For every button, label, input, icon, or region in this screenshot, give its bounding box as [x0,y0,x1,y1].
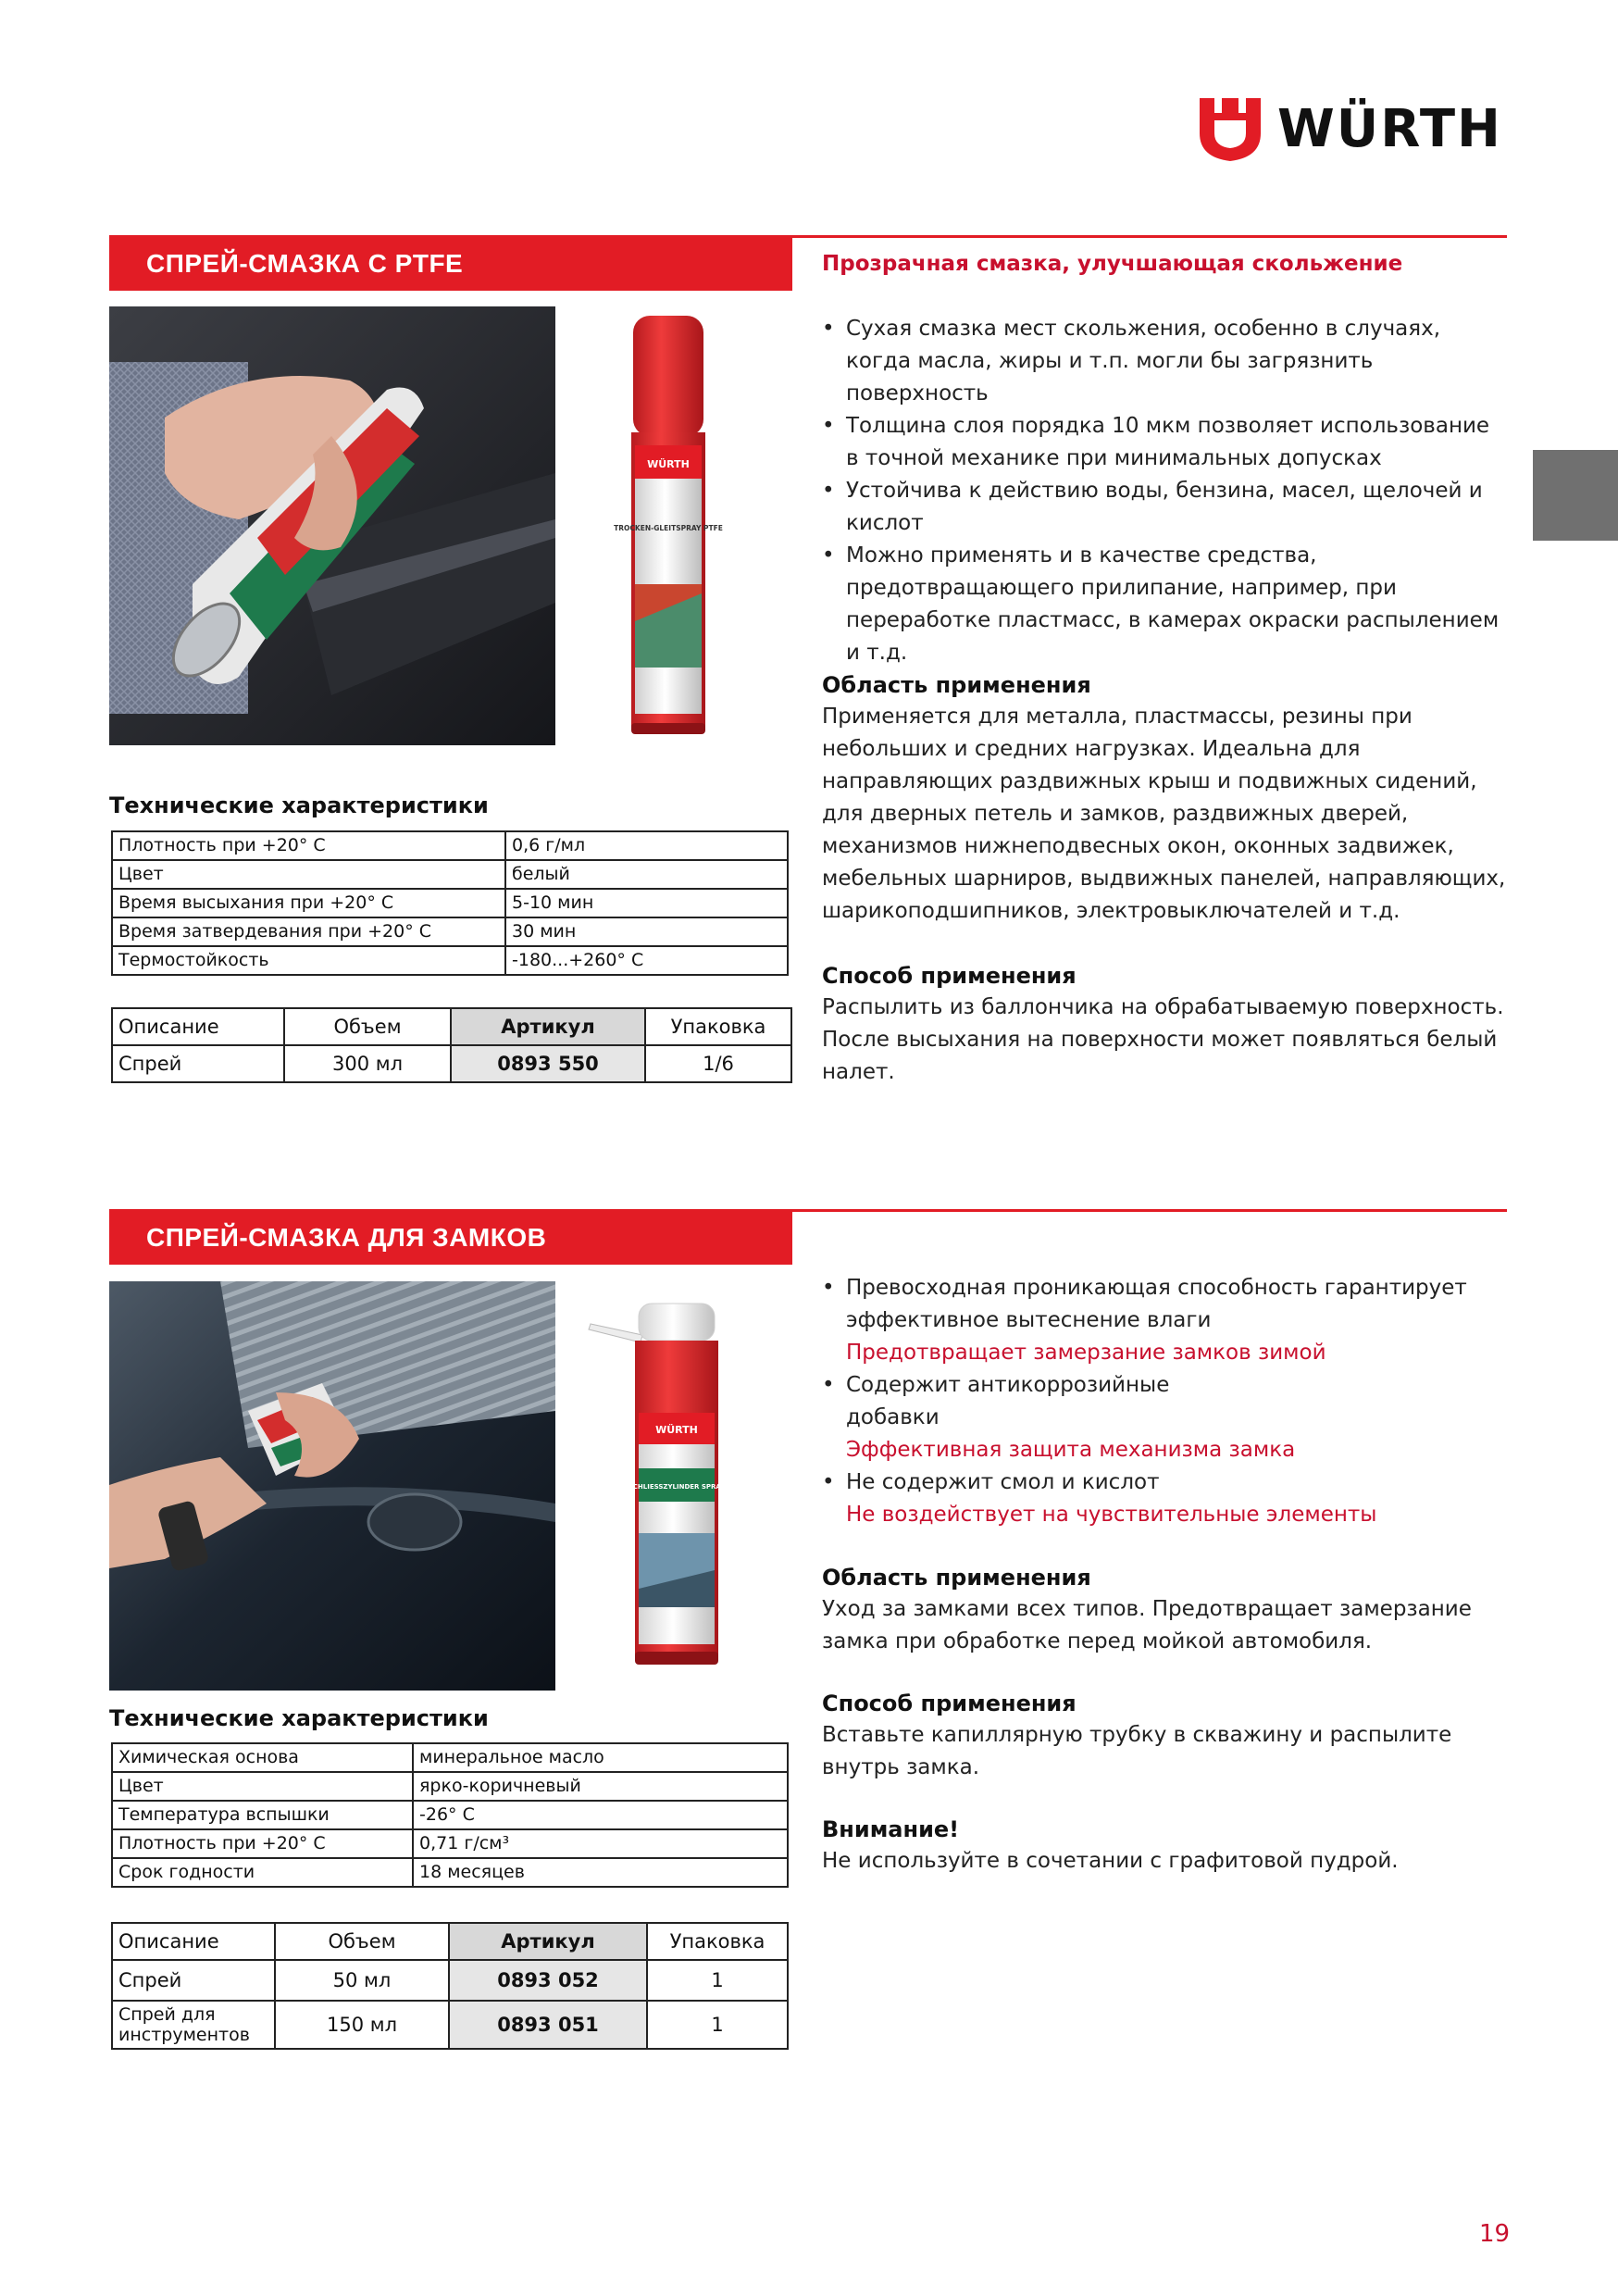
feature-item: • Толщина слоя порядка 10 мкм позволяет использование в точной механике при минимальных допусках [822,410,1507,475]
tech-label: Цвет [112,1772,413,1801]
order-col-volume: Объем [284,1008,451,1045]
wurth-logo-mark [1196,96,1264,163]
order-row [112,1045,791,1082]
feature-text: Не содержит смол и кислот [846,1470,1160,1494]
tech-value: 0,71 г/см³ [413,1829,788,1858]
tech-label: Температура вспышки [112,1801,413,1829]
tech-value: 30 мин [505,917,788,946]
tech-label: Плотность при +20° С [112,831,505,860]
tech-label: Цвет [112,860,505,889]
tech-row [112,917,788,946]
can-label-text-locks: SCHLIESSZYLINDER SPRAY [628,1483,726,1491]
tech-row [112,1772,788,1801]
order-description: Спрей [112,1045,284,1082]
tech-row [112,1858,788,1887]
application-heading-locks: Область применения [822,1565,1091,1591]
tech-value: минеральное масло [413,1743,788,1772]
warning-text-locks: Не используйте в сочетании с графитовой пудрой. [822,1849,1399,1873]
tech-value: ярко-коричневый [413,1772,788,1801]
feature-item [822,1466,1507,1531]
section-rule-ptfe [792,235,1507,238]
chapter-side-tab [1533,450,1618,541]
tech-label: Время высыхания при +20° С [112,889,505,917]
tech-heading-ptfe: Технические характеристики [109,792,489,818]
order-article: 0893 550 [451,1045,645,1082]
tech-heading-locks: Технические характеристики [109,1705,489,1731]
tech-label: Время затвердевания при +20° С [112,917,505,946]
order-col-description: Описание [112,1008,284,1045]
feature-item [822,1369,1507,1466]
feature-benefit: Эффективная защита механизма замка [846,1438,1296,1462]
order-article: 0893 052 [449,1960,647,2001]
method-heading-ptfe: Способ применения [822,963,1077,989]
application-text-locks: Уход за замками всех типов. Предотвращает замерзание замка при обработке перед мойкой автомобиля. [822,1597,1472,1653]
order-description: Спрей [112,1960,275,2001]
method-text-locks: Вставьте капиллярную трубку в скважину и распылите внутрь замка. [822,1723,1452,1779]
feature-benefit: Предотвращает замерзание замков зимой [846,1341,1326,1365]
section-title-bar-locks [109,1209,792,1265]
tech-label: Химическая основа [112,1743,413,1772]
order-volume: 300 мл [284,1045,451,1082]
order-row [112,1960,788,2001]
tech-table-locks [111,1742,789,1888]
order-header-row [112,1923,788,1960]
order-volume: 50 мл [275,1960,449,2001]
product-can-ptfe [614,316,723,736]
feature-list-ptfe [822,313,1507,669]
tech-row [112,831,788,860]
order-pack: 1 [647,1960,788,2001]
order-col-volume: Объем [275,1923,449,1960]
product-can-locks [585,1302,741,1668]
order-col-pack: Упаковка [645,1008,791,1045]
order-col-description: Описание [112,1923,275,1960]
feature-item: • Можно применять и в качестве средства, предотвращающего прилипание, например, при переработке пластмасс, в камерах окраски распылением и т.д. [822,540,1507,669]
order-table-locks [111,1922,789,2050]
order-row [112,2001,788,2049]
order-col-article: Артикул [449,1923,647,1960]
tech-row [112,946,788,975]
order-col-article: Артикул [451,1008,645,1045]
tech-value: белый [505,860,788,889]
feature-text: Содержит антикоррозийные добавки [846,1373,1170,1429]
tech-table-ptfe [111,830,789,976]
tech-row [112,860,788,889]
tech-row [112,1743,788,1772]
order-article: 0893 051 [449,2001,647,2049]
section-title-ptfe: СПРЕЙ-СМАЗКА С PTFE [146,249,464,278]
section-title-bar-ptfe [109,235,792,291]
can-label-brand-locks: WÜRTH [655,1424,698,1436]
tech-row [112,889,788,917]
order-volume: 150 мл [275,2001,449,2049]
tech-value: -180...+260° С [505,946,788,975]
order-table-ptfe [111,1007,792,1083]
application-heading-ptfe: Область применения [822,672,1091,698]
page-number: 19 [1479,2220,1511,2248]
order-pack: 1 [647,2001,788,2049]
tech-label: Плотность при +20° С [112,1829,413,1858]
feature-item: • Сухая смазка мест скольжения, особенно в случаях, когда масла, жиры и т.п. могли бы загрязнить поверхность [822,313,1507,410]
tech-value: 5-10 мин [505,889,788,917]
method-heading-locks: Способ применения [822,1691,1077,1716]
tech-value: 18 месяцев [413,1858,788,1887]
wurth-logo-text: WÜRTH [1277,99,1502,159]
order-description: Спрей для инструментов [112,2001,275,2049]
tech-row [112,1829,788,1858]
photo-hand-spraying-seat-rail [109,306,555,745]
feature-list-locks [822,1272,1507,1531]
order-col-pack: Упаковка [647,1923,788,1960]
headline-ptfe: Прозрачная смазка, улучшающая скольжение [822,252,1403,276]
feature-item [822,1272,1507,1369]
warning-heading-locks: Внимание! [822,1816,960,1842]
tech-label: Термостойкость [112,946,505,975]
order-pack: 1/6 [645,1045,791,1082]
section-rule-locks [792,1209,1507,1212]
tech-value: 0,6 г/мл [505,831,788,860]
application-text-ptfe: Применяется для металла, пластмассы, резины при небольших и средних нагрузках. Идеальна для направляющих раздвижных крыш и подвижных сидений, для дверных петель и замков, раздвижных дверей, механизмов нижнеподвесных окон, оконных задвижек, мебельных шарниров, выдвижных панелей, направляющих, шарикоподшипников, электровыключателей и т.д. [822,705,1506,923]
feature-text: Превосходная проникающая способность гарантирует эффективное вытеснение влаги [846,1276,1467,1332]
tech-label: Срок годности [112,1858,413,1887]
feature-benefit: Не воздействует на чувствительные элементы [846,1503,1377,1527]
section-title-locks: СПРЕЙ-СМАЗКА ДЛЯ ЗАМКОВ [146,1223,547,1252]
tech-value: -26° С [413,1801,788,1829]
photo-hand-spraying-car-lock [109,1281,555,1691]
tech-row [112,1801,788,1829]
can-label-text-ptfe: TROCKEN-GLEITSPRAY PTFE [614,524,723,532]
can-label-brand-ptfe: WÜRTH [647,458,690,470]
method-text-ptfe: Распылить из баллончика на обрабатываемую поверхность. После высыхания на поверхности может появляться белый налет. [822,995,1504,1084]
feature-item: • Устойчива к действию воды, бензина, масел, щелочей и кислот [822,475,1507,540]
wurth-logo [1196,96,1511,163]
order-header-row [112,1008,791,1045]
